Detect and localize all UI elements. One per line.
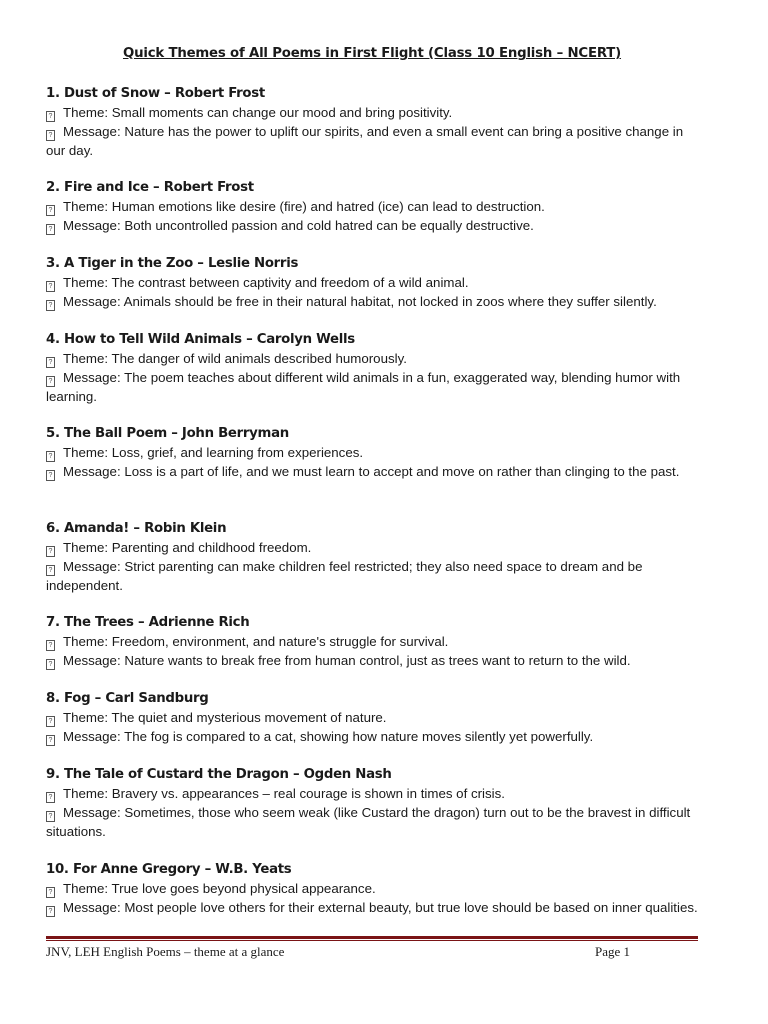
theme-text: Theme: Freedom, environment, and nature's struggle for survival. [63, 634, 449, 649]
missing-glyph-icon: ? [46, 716, 55, 727]
poem-heading: 9. The Tale of Custard the Dragon – Ogden Nash [46, 767, 392, 782]
missing-glyph-icon: ? [46, 357, 55, 368]
missing-glyph-icon: ? [46, 659, 55, 670]
theme-line [46, 273, 698, 292]
theme-line [46, 349, 698, 368]
message-line [46, 462, 698, 481]
poem-heading: 4. How to Tell Wild Animals – Carolyn Wells [46, 332, 355, 347]
footer-divider-thin [46, 940, 698, 941]
theme-text: Theme: Parenting and childhood freedom. [63, 540, 312, 555]
poem-section [46, 765, 698, 842]
theme-line [46, 103, 698, 122]
message-text: Message: Animals should be free in their natural habitat, not locked in zoos where they suffer silently. [63, 294, 657, 310]
poem-heading: 10. For Anne Gregory – W.B. Yeats [46, 862, 292, 877]
theme-text: Theme: The contrast between captivity and freedom of a wild animal. [63, 275, 469, 290]
poem-heading: 8. Fog – Carl Sandburg [46, 691, 209, 706]
missing-glyph-icon: ? [46, 887, 55, 898]
poem-section [46, 424, 698, 481]
theme-line [46, 197, 698, 216]
poem-heading: 2. Fire and Ice – Robert Frost [46, 180, 254, 195]
message-text: Message: Nature wants to break free from human control, just as trees want to return to the wild. [63, 653, 631, 669]
page-number: Page 1 [595, 944, 631, 959]
message-text: Message: Most people love others for their external beauty, but true love should be based on inner qualities. [63, 900, 698, 916]
missing-glyph-icon: ? [46, 111, 55, 122]
theme-line [46, 708, 698, 727]
document-title: Quick Themes of All Poems in First Flight (Class 10 English – NCERT) [122, 46, 622, 61]
document-page [46, 0, 698, 1024]
footer-title: JNV, LEH English Poems – theme at a glance [46, 944, 285, 959]
message-line [46, 368, 698, 406]
theme-text: Theme: Loss, grief, and learning from experiences. [63, 445, 364, 460]
theme-line [46, 784, 698, 803]
footer-divider [46, 936, 698, 942]
missing-glyph-icon: ? [46, 811, 55, 822]
missing-glyph-icon: ? [46, 451, 55, 462]
poem-section [46, 860, 698, 917]
poem-section [46, 178, 698, 235]
message-text: Message: Nature has the power to uplift our spirits, and even a small event can bring a positive change in our day. [46, 124, 684, 159]
missing-glyph-icon: ? [46, 205, 55, 216]
theme-text: Theme: The danger of wild animals described humorously. [63, 351, 407, 366]
message-line [46, 216, 698, 235]
poem-section [46, 254, 698, 311]
theme-line [46, 632, 698, 651]
theme-text: Theme: Human emotions like desire (fire) and hatred (ice) can lead to destruction. [63, 199, 545, 214]
message-text: Message: Sometimes, those who seem weak (like Custard the dragon) turn out to be the bravest in difficult situations. [46, 805, 691, 840]
message-line [46, 557, 698, 595]
missing-glyph-icon: ? [46, 470, 55, 481]
message-line [46, 727, 698, 746]
footer-divider-thick [46, 936, 698, 939]
message-text: Message: The poem teaches about different wild animals in a fun, exaggerated way, blending humor with learning. [46, 370, 681, 405]
message-text: Message: Loss is a part of life, and we must learn to accept and move on rather than clinging to the past. [63, 464, 680, 480]
poem-section [46, 613, 698, 670]
missing-glyph-icon: ? [46, 376, 55, 387]
message-line [46, 898, 698, 917]
poem-heading: 6. Amanda! – Robin Klein [46, 521, 227, 536]
missing-glyph-icon: ? [46, 640, 55, 651]
missing-glyph-icon: ? [46, 546, 55, 557]
message-text: Message: Both uncontrolled passion and cold hatred can be equally destructive. [63, 218, 534, 234]
poem-heading: 7. The Trees – Adrienne Rich [46, 615, 250, 630]
theme-line [46, 443, 698, 462]
theme-text: Theme: The quiet and mysterious movement of nature. [63, 710, 387, 725]
missing-glyph-icon: ? [46, 792, 55, 803]
missing-glyph-icon: ? [46, 281, 55, 292]
theme-text: Theme: Small moments can change our mood and bring positivity. [63, 105, 453, 120]
message-text: Message: The fog is compared to a cat, showing how nature moves silently yet powerfully. [63, 729, 594, 745]
missing-glyph-icon: ? [46, 906, 55, 917]
missing-glyph-icon: ? [46, 130, 55, 141]
missing-glyph-icon: ? [46, 300, 55, 311]
message-line [46, 803, 698, 841]
theme-line [46, 879, 698, 898]
missing-glyph-icon: ? [46, 565, 55, 576]
poem-heading: 5. The Ball Poem – John Berryman [46, 426, 289, 441]
missing-glyph-icon: ? [46, 224, 55, 235]
message-line [46, 122, 698, 160]
message-line [46, 651, 698, 670]
poem-heading: 3. A Tiger in the Zoo – Leslie Norris [46, 256, 299, 271]
missing-glyph-icon: ? [46, 735, 55, 746]
poem-section [46, 84, 698, 161]
poem-section [46, 689, 698, 746]
poem-section [46, 330, 698, 407]
theme-line [46, 538, 698, 557]
poem-section [46, 519, 698, 596]
poem-heading: 1. Dust of Snow – Robert Frost [46, 86, 265, 101]
theme-text: Theme: Bravery vs. appearances – real courage is shown in times of crisis. [63, 786, 505, 801]
message-text: Message: Strict parenting can make children feel restricted; they also need space to dream and be independent. [46, 559, 643, 594]
theme-text: Theme: True love goes beyond physical appearance. [63, 881, 376, 896]
message-line [46, 292, 698, 311]
